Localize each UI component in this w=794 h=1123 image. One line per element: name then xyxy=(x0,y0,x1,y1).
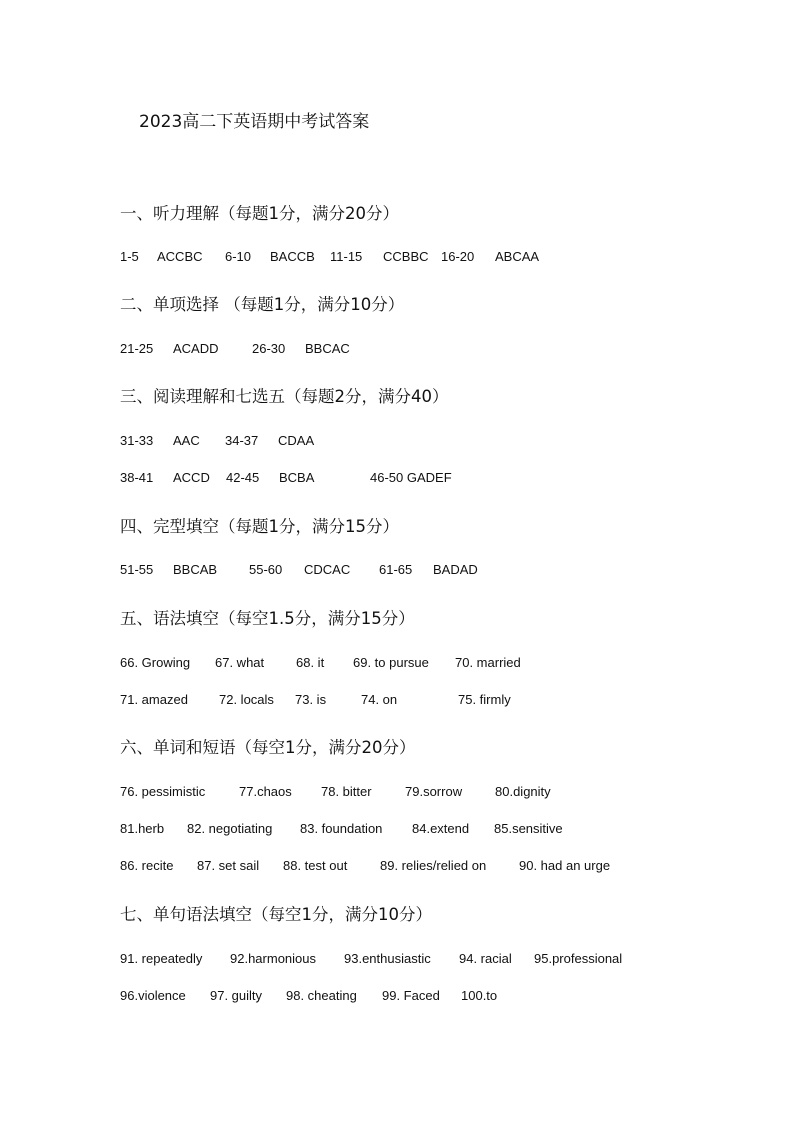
answer-item: 90. had an urge xyxy=(519,858,611,873)
answer-item: 97. guilty xyxy=(210,988,263,1003)
section-heading-single-choice: 二、单项选择 （每题1分，满分10分） xyxy=(120,295,405,314)
answer-item: 79.sorrow xyxy=(405,784,463,799)
answer-key: BACCB xyxy=(270,249,315,264)
answer-item: 67. what xyxy=(215,655,265,670)
answer-item: 82. negotiating xyxy=(187,821,273,836)
answer-item: 75. firmly xyxy=(458,692,511,707)
answer-range-key: 46-50 GADEF xyxy=(370,470,452,485)
section-heading-vocabulary: 六、单词和短语（每空1分，满分20分） xyxy=(120,738,416,757)
answer-item: 85.sensitive xyxy=(494,821,563,836)
answer-item: 98. cheating xyxy=(286,988,357,1003)
answer-range: 1-5 xyxy=(120,249,139,264)
answer-range: 51-55 xyxy=(120,562,154,577)
answer-range: 61-65 xyxy=(379,562,413,577)
answer-item: 77.chaos xyxy=(239,784,292,799)
answer-key: BBCAB xyxy=(173,562,218,577)
answer-item: 71. amazed xyxy=(120,692,188,707)
answer-range: 26-30 xyxy=(252,341,286,356)
answer-item: 89. relies/relied on xyxy=(380,858,487,873)
answer-key: CCBBC xyxy=(383,249,429,264)
section-heading-cloze: 四、完型填空（每题1分，满分15分） xyxy=(120,517,399,536)
answer-range: 11-15 xyxy=(330,249,363,264)
answer-key: CDAA xyxy=(278,433,315,448)
answer-item: 87. set sail xyxy=(197,858,260,873)
answer-item: 99. Faced xyxy=(382,988,440,1003)
answer-item: 95.professional xyxy=(534,951,623,966)
answer-item: 86. recite xyxy=(120,858,174,873)
section-heading-grammar-fill: 五、语法填空（每空1.5分，满分15分） xyxy=(120,609,415,628)
answer-key: ACCD xyxy=(173,470,210,485)
answer-key: CDCAC xyxy=(304,562,351,577)
answer-range: 31-33 xyxy=(120,433,154,448)
answer-item: 81.herb xyxy=(120,821,165,836)
section-heading-reading: 三、阅读理解和七选五（每题2分，满分40） xyxy=(120,387,449,406)
answer-key: BBCAC xyxy=(305,341,350,356)
answer-item: 96.violence xyxy=(120,988,186,1003)
answer-range: 38-41 xyxy=(120,470,154,485)
answer-item: 84.extend xyxy=(412,821,470,836)
section-heading-sentence-grammar: 七、单句语法填空（每空1分，满分10分） xyxy=(120,905,432,924)
answer-item: 73. is xyxy=(295,692,327,707)
answer-key: ACADD xyxy=(173,341,219,356)
answer-key: ABCAA xyxy=(495,249,540,264)
answer-item: 93.enthusiastic xyxy=(344,951,431,966)
answer-item: 66. Growing xyxy=(120,655,191,670)
answer-item: 88. test out xyxy=(283,858,348,873)
answer-key: AAC xyxy=(173,433,200,448)
answer-range: 6-10 xyxy=(225,249,252,264)
answer-item: 72. locals xyxy=(219,692,274,707)
answer-item: 91. repeatedly xyxy=(120,951,203,966)
answer-item: 94. racial xyxy=(459,951,512,966)
document-title: 2023高二下英语期中考试答案 xyxy=(139,112,370,132)
answer-item: 78. bitter xyxy=(321,784,372,799)
answer-key: ACCBC xyxy=(157,249,203,264)
answer-item: 69. to pursue xyxy=(353,655,429,670)
answer-item: 92.harmonious xyxy=(230,951,316,966)
answer-item: 100.to xyxy=(461,988,498,1003)
answer-item: 83. foundation xyxy=(300,821,383,836)
answer-item: 70. married xyxy=(455,655,521,670)
answer-range: 16-20 xyxy=(441,249,475,264)
answer-item: 80.dignity xyxy=(495,784,551,799)
answer-range: 21-25 xyxy=(120,341,154,356)
answer-key: BCBA xyxy=(279,470,315,485)
answer-range: 34-37 xyxy=(225,433,259,448)
answer-key: BADAD xyxy=(433,562,478,577)
answer-range: 55-60 xyxy=(249,562,283,577)
section-heading-listening: 一、听力理解（每题1分，满分20分） xyxy=(120,204,399,223)
answer-range: 42-45 xyxy=(226,470,260,485)
answer-item: 74. on xyxy=(361,692,398,707)
answer-item: 76. pessimistic xyxy=(120,784,206,799)
answer-item: 68. it xyxy=(296,655,325,670)
